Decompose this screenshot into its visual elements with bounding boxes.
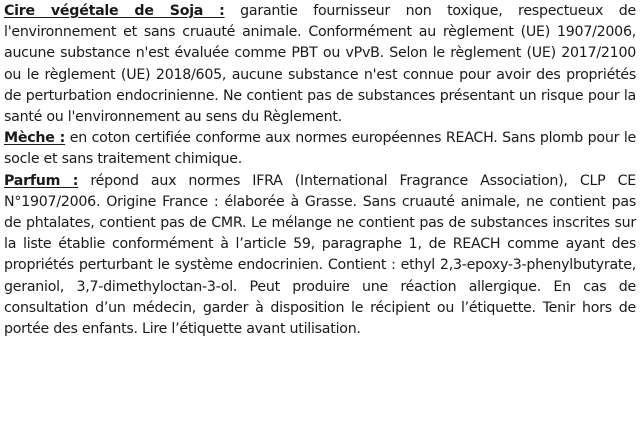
section-soy-wax	[4, 1, 636, 128]
section-text-perfume: répond aux normes IFRA (International Fragrance Association), CLP CE N°1907/2006. Origine France : élaborée à Grasse. Sans cruauté animale, ne contient pas de phtalates, contient pas de CMR. Le mélange ne contient pas de substances inscrites sur la liste établie conformément à l’article 59, paragraphe 1, de REACH comme ayant des propriétés perturbant le système endocrinien. Contient : ethyl 2,3-epoxy-3-phenylbutyrate, geraniol, 3,7-dimethyloctan-3-ol. Peut produire une réaction allergique. En cas de consultation d’un médecin, garder à disposition le récipient ou l’étiquette. Tenir hors de portée des enfants. Lire l’étiquette avant utilisation.	[4, 172, 636, 338]
section-heading-perfume: Parfum :	[4, 172, 79, 189]
section-heading-soy-wax: Cire végétale de Soja :	[4, 3, 225, 19]
section-heading-wick: Mèche :	[4, 130, 66, 147]
section-text-wick: en coton certifiée conforme aux normes européennes REACH. Sans plomb pour le socle et sans traitement chimique.	[4, 130, 636, 168]
section-text-soy-wax: garantie fournisseur non toxique, respectueux de l'environnement et sans cruauté animale. Conformément au règlement (UE) 1907/2006, aucune substance n'est évaluée comme PBT ou vPvB. Selon le règlement (UE) 2017/2100 ou le règlement (UE) 2018/605, aucune substance n'est connue pour avoir des propriétés de perturbation endocrinienne. Ne contient pas de substances présentant un risque pour la santé ou l'environnement au sens du Règlement.	[4, 3, 636, 126]
section-wick	[4, 128, 636, 170]
section-perfume	[4, 171, 636, 341]
